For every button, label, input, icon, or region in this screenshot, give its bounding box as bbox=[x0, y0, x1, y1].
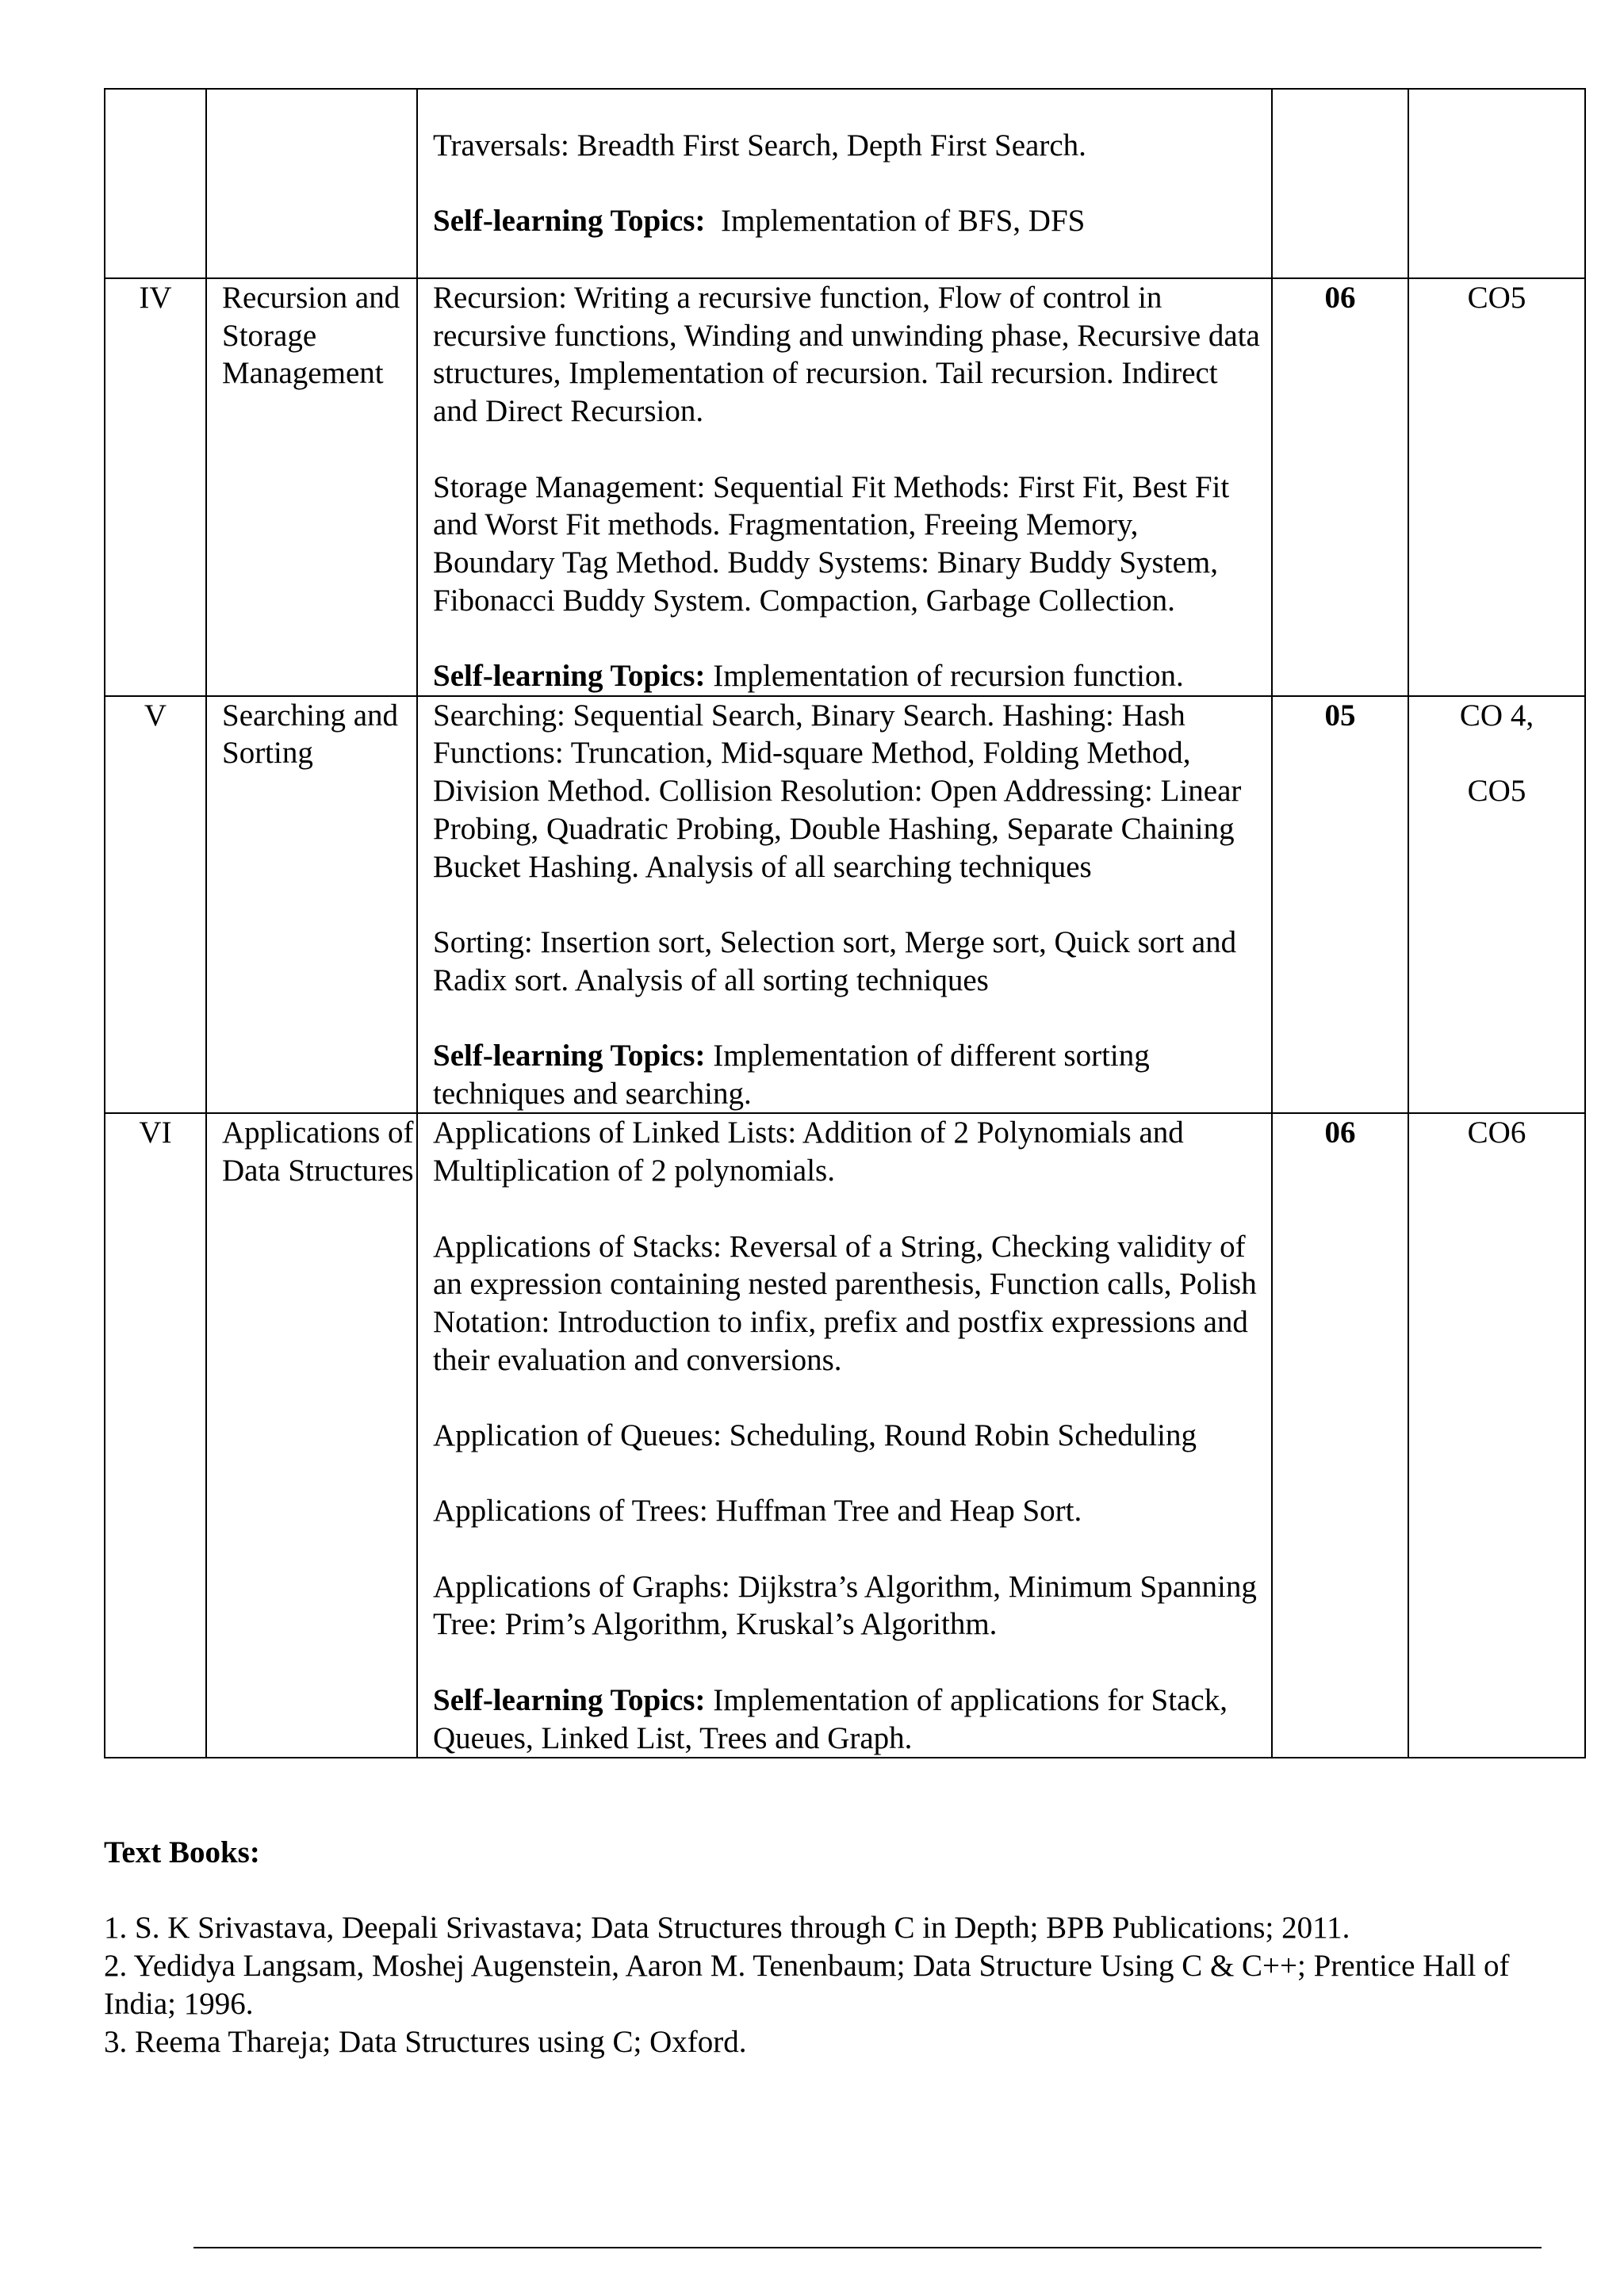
self-learning-topics bbox=[433, 657, 1263, 695]
module-hours: 06 bbox=[1272, 278, 1408, 696]
module-name: Recursion and Storage Management bbox=[206, 278, 417, 696]
content-paragraph: Applications of Graphs: Dijkstra’s Algorithm, Minimum Spanning Tree: Prim’s Algorithm, Kruskal’s Algorithm. bbox=[433, 1569, 1257, 1642]
text-book-item: 3. Reema Thareja; Data Structures using C; Oxford. bbox=[104, 2024, 747, 2059]
self-learning-label: Self-learning Topics: bbox=[433, 204, 706, 239]
module-name-cell bbox=[206, 89, 417, 278]
content-paragraph: Application of Queues: Scheduling, Round Robin Scheduling bbox=[433, 1418, 1197, 1452]
module-hours: 06 bbox=[1272, 1113, 1408, 1758]
course-outcome: CO5 bbox=[1467, 281, 1526, 315]
course-outcome: CO5 bbox=[1467, 774, 1526, 809]
self-learning-label: Self-learning Topics: bbox=[433, 1039, 706, 1073]
module-co-cell bbox=[1408, 696, 1585, 1114]
self-learning-text: Implementation of BFS, DFS bbox=[705, 204, 1086, 239]
text-book-item: 1. S. K Srivastava, Deepali Srivastava; Data Structures through C in Depth; BPB Publications; 2011. bbox=[104, 1911, 1350, 1946]
hours-cell bbox=[1272, 89, 1408, 278]
self-learning-topics bbox=[433, 1037, 1263, 1112]
self-learning-topics bbox=[433, 202, 1263, 240]
content-paragraph: Traversals: Breadth First Search, Depth First Search. bbox=[433, 128, 1086, 163]
module-content-cell bbox=[417, 278, 1272, 696]
content-paragraph: Searching: Sequential Search, Binary Search. Hashing: Hash Functions: Truncation, Mid-square Method, Folding Method, Division Method. Collision Resolution: Open Addressing: Linear Probing, Quadratic Probing, Double Hashing, Separate Chaining Bucket Hashing. Analysis of all searching techniques bbox=[433, 698, 1242, 884]
module-co-cell bbox=[1408, 278, 1585, 696]
text-books-title: Text Books: bbox=[104, 1835, 260, 1869]
module-number-cell bbox=[105, 89, 206, 278]
module-content-cell bbox=[417, 696, 1272, 1114]
self-learning-label: Self-learning Topics: bbox=[433, 659, 706, 693]
content-paragraph: Storage Management: Sequential Fit Methods: First Fit, Best Fit and Worst Fit methods. Fragmentation, Freeing Memory, Boundary Tag Method. Buddy Systems: Binary Buddy System, Fibonacci Buddy System. Compaction, Garbage Collection. bbox=[433, 469, 1230, 618]
content-paragraph: Recursion: Writing a recursive function, Flow of control in recursive functions, Winding and unwinding phase, Recursive data structures, Implementation of recursion. Tail recursion. Indirect and Direct Recursion. bbox=[433, 281, 1260, 429]
module-hours: 05 bbox=[1272, 696, 1408, 1114]
table-row-module-v bbox=[105, 696, 1585, 1114]
self-learning-text: Implementation of applications for Stack, Queues, Linked List, Trees and Graph. bbox=[433, 1682, 1228, 1755]
text-book-item: 2. Yedidya Langsam, Moshej Augenstein, Aaron M. Tenenbaum; Data Structure Using C & C++; Prentice Hall of India; 1996. bbox=[104, 1949, 1510, 2021]
table-row-continued bbox=[105, 89, 1585, 278]
module-number: IV bbox=[105, 278, 206, 696]
footer-divider bbox=[193, 2247, 1542, 2248]
self-learning-topics bbox=[433, 1682, 1263, 1757]
co-cell bbox=[1408, 89, 1585, 278]
content-paragraph: Sorting: Insertion sort, Selection sort, Merge sort, Quick sort and Radix sort. Analysis of all sorting techniques bbox=[433, 924, 1237, 997]
syllabus-table bbox=[104, 88, 1586, 1758]
module-content-cell bbox=[417, 1113, 1272, 1758]
content-paragraph: Applications of Linked Lists: Addition of 2 Polynomials and Multiplication of 2 polynomials. bbox=[433, 1115, 1184, 1188]
module-name: Searching and Sorting bbox=[206, 696, 417, 1114]
content-paragraph: Applications of Stacks: Reversal of a String, Checking validity of an expression containing nested parenthesis, Function calls, Polish Notation: Introduction to infix, prefix and postfix expressions and their evaluation and conversions. bbox=[433, 1229, 1257, 1377]
course-outcome: CO6 bbox=[1467, 1115, 1526, 1150]
self-learning-text: Implementation of recursion function. bbox=[705, 659, 1184, 693]
content-paragraph: Applications of Trees: Huffman Tree and Heap Sort. bbox=[433, 1494, 1082, 1529]
text-books-section bbox=[104, 1834, 1563, 2061]
module-name: Applications of Data Structures bbox=[206, 1113, 417, 1758]
self-learning-text: Implementation of different sorting techniques and searching. bbox=[433, 1039, 1150, 1111]
module-number: VI bbox=[105, 1113, 206, 1758]
module-content-cell bbox=[417, 89, 1272, 278]
table-row-module-iv bbox=[105, 278, 1585, 696]
table-row-module-vi bbox=[105, 1113, 1585, 1758]
module-number: V bbox=[105, 696, 206, 1114]
course-outcome: CO 4, bbox=[1459, 698, 1534, 733]
self-learning-label: Self-learning Topics: bbox=[433, 1682, 706, 1717]
module-co-cell bbox=[1408, 1113, 1585, 1758]
